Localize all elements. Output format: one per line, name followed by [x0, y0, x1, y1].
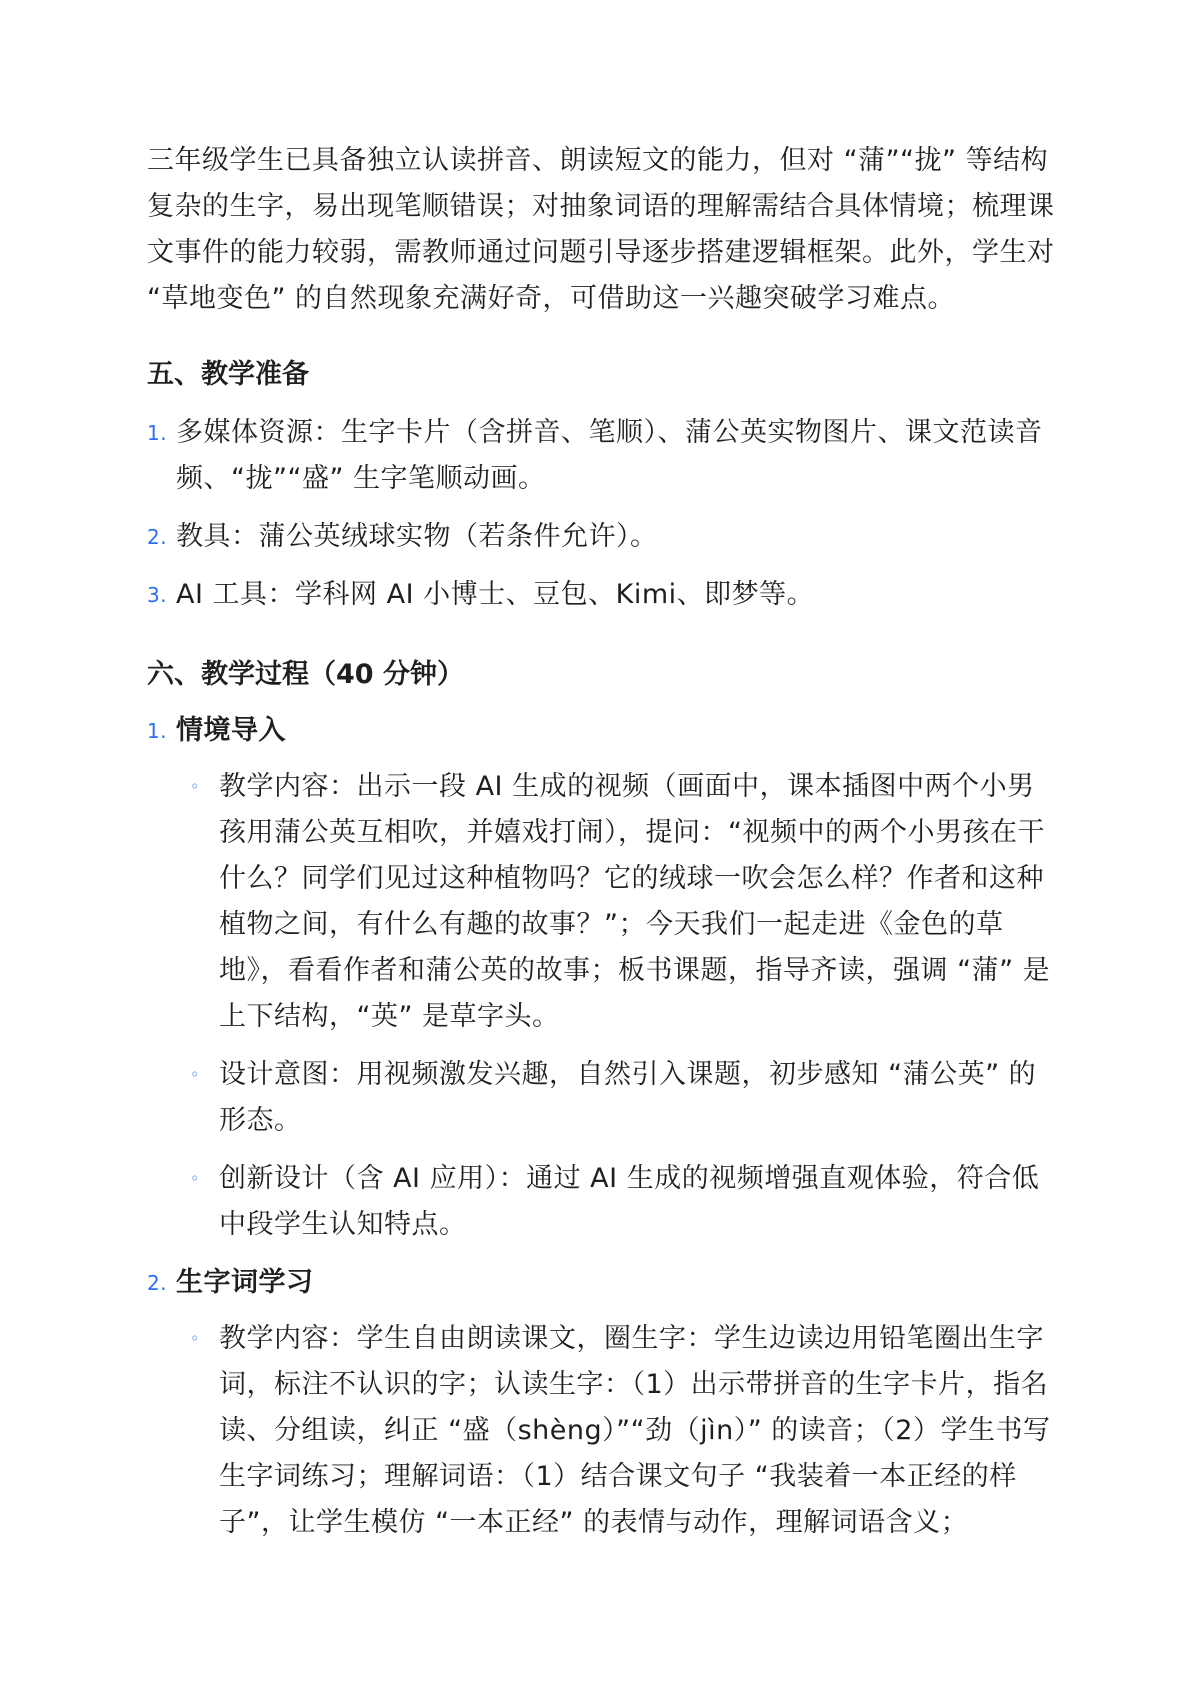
list-item-text: AI 工具：学科网 AI 小博士、豆包、Kimi、即梦等。 [176, 579, 815, 610]
bullet-text: 教学内容：学生自由朗读课文，圈生字：学生边读边用铅笔圈出生字词，标注不认识的字；认读生字：（1）出示带拼音的生字卡片，指名读、分组读，纠正 “盛（shèng）”“劲（jìn）” 的读音；（2）学生书写生字词练习；理解词语：（1）结合课文句子 “我装着一本正经的样子”，让学生模仿 “一本正经” 的表情与动作，理解词语含义； [219, 1323, 1051, 1538]
list-number: 1. [147, 421, 168, 445]
process-step-vocabulary [147, 1260, 1057, 1546]
document-page [147, 138, 1057, 1546]
list-item [147, 514, 1057, 560]
step-title: 生字词学习 [176, 1267, 314, 1298]
intro-paragraph: 三年级学生已具备独立认读拼音、朗读短文的能力，但对 “蒲”“拢” 等结构复杂的生字，易出现笔顺错误；对抽象词语的理解需结合具体情境；梳理课文事件的能力较弱，需教师通过问题引导逐步搭建逻辑框架。此外，学生对 “草地变色” 的自然现象充满好奇，可借助这一兴趣突破学习难点。 [147, 145, 1055, 314]
bullet-text: 创新设计（含 AI 应用）：通过 AI 生成的视频增强直观体验，符合低中段学生认知特点。 [219, 1163, 1040, 1240]
section-heading-preparation: 五、教学准备 [147, 359, 309, 390]
list-number: 2. [147, 1271, 168, 1295]
bullet-item [190, 764, 1057, 1040]
step-bullets [147, 764, 1057, 1248]
bullet-text: 设计意图：用视频激发兴趣，自然引入课题，初步感知 “蒲公英” 的形态。 [219, 1059, 1037, 1136]
bullet-icon: ◦ [190, 777, 200, 796]
step-title: 情境导入 [176, 715, 286, 746]
bullet-item [190, 1316, 1057, 1546]
list-item [147, 410, 1057, 502]
list-number: 2. [147, 525, 168, 549]
step-heading [147, 708, 1057, 754]
list-number: 1. [147, 719, 168, 743]
bullet-item [190, 1156, 1057, 1248]
bullet-text: 教学内容：出示一段 AI 生成的视频（画面中，课本插图中两个小男孩用蒲公英互相吹，并嬉戏打闹），提问：“视频中的两个小男孩在干什么？同学们见过这种植物吗？它的绒球一吹会怎么样？作者和这种植物之间，有什么有趣的故事？”；今天我们一起走进《金色的草地》，看看作者和蒲公英的故事；板书课题，指导齐读，强调 “蒲” 是上下结构，“英” 是草字头。 [219, 771, 1051, 1032]
bullet-icon: ◦ [190, 1065, 200, 1084]
process-step-situation-intro [147, 708, 1057, 1248]
preparation-list [147, 410, 1057, 618]
step-heading [147, 1260, 1057, 1306]
list-item-text: 教具：蒲公英绒球实物（若条件允许）。 [176, 521, 658, 552]
bullet-icon: ◦ [190, 1329, 200, 1348]
bullet-icon: ◦ [190, 1169, 200, 1188]
list-item [147, 572, 1057, 618]
list-number: 3. [147, 583, 168, 607]
bullet-item [190, 1052, 1057, 1144]
step-bullets [147, 1316, 1057, 1546]
list-item-text: 多媒体资源：生字卡片（含拼音、笔顺）、蒲公英实物图片、课文范读音频、“拢”“盛” 生字笔顺动画。 [176, 417, 1043, 494]
section-heading-process: 六、教学过程（40 分钟） [147, 659, 464, 690]
